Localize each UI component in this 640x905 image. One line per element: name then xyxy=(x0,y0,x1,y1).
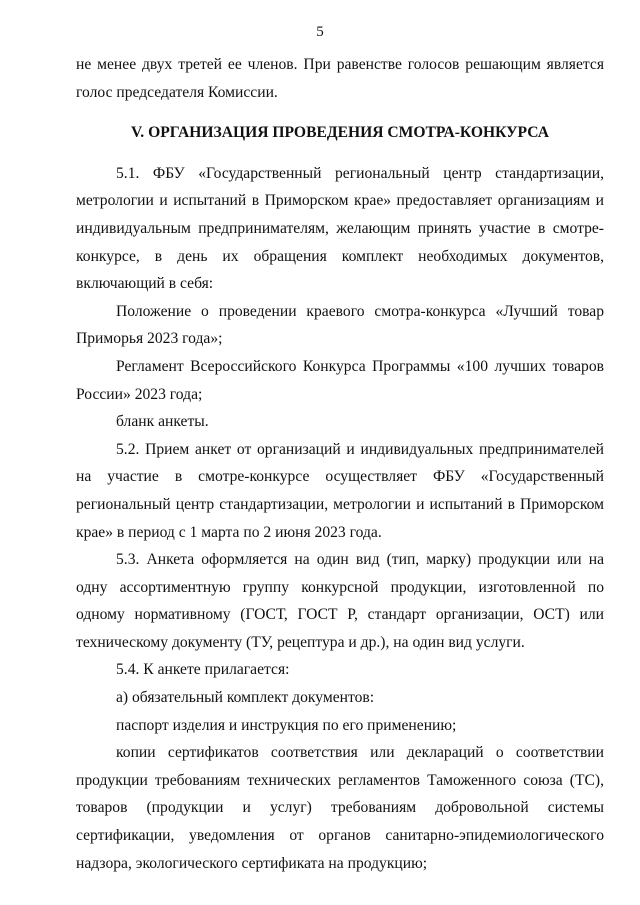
list-item-certificates: копии сертификатов соответствия или деклараций о соответствии продукции требованиям технических регламентов Таможенного союза (ТС), товаров (продукции и услуг) требованиям добровольной системы сертификации, уведомления от органов санитарно-эпидемиологического надзора, экологического сертификата на продукцию; xyxy=(76,744,604,872)
paragraph-5-3: 5.3. Анкета оформляется на один вид (тип, марку) продукции или на одну ассортиментную группу конкурсной продукции, изготовленной по одному нормативному (ГОСТ, ГОСТ Р, стандарт организации, ОСТ) или техническому документу (ТУ, рецептура и др.), на один вид услуги. xyxy=(76,551,604,651)
paragraph-5-4: 5.4. К анкете прилагается: xyxy=(116,661,290,679)
section-heading: V. ОРГАНИЗАЦИЯ ПРОВЕДЕНИЯ СМОТРА-КОНКУРСА xyxy=(131,124,549,142)
document-body xyxy=(76,51,604,877)
paragraph-continuation: не менее двух третей ее членов. При равенстве голосов решающим является голос председателя Комиссии. xyxy=(76,56,604,101)
paragraph-5-1: 5.1. ФБУ «Государственный региональный центр стандартизации, метрологии и испытаний в Приморском крае» предоставляет организациям и индивидуальным предпринимателям, желающим принять участие в смотре-конкурсе, в день их обращения комплект необходимых документов, включающий в себя: xyxy=(76,164,604,293)
list-item-form: бланк анкеты. xyxy=(116,413,209,431)
page-number: 5 xyxy=(316,24,324,40)
paragraph-5-2: 5.2. Прием анкет от организаций и индивидуальных предпринимателей на участие в смотре-конкурсе осуществляет ФБУ «Государственный региональный центр стандартизации, метрологии и испытаний в Приморском крае» в период с 1 марта по 2 июня 2023 года. xyxy=(76,440,604,541)
list-item-passport: паспорт изделия и инструкция по его применению; xyxy=(116,716,457,734)
list-item-a: а) обязательный комплект документов: xyxy=(116,689,375,707)
list-item-reglament: Регламент Всероссийского Конкурса Программы «100 лучших товаров России» 2023 года; xyxy=(76,357,604,403)
list-item-regulation: Положение о проведении краевого смотра-конкурса «Лучший товар Приморья 2023 года»; xyxy=(76,302,604,348)
